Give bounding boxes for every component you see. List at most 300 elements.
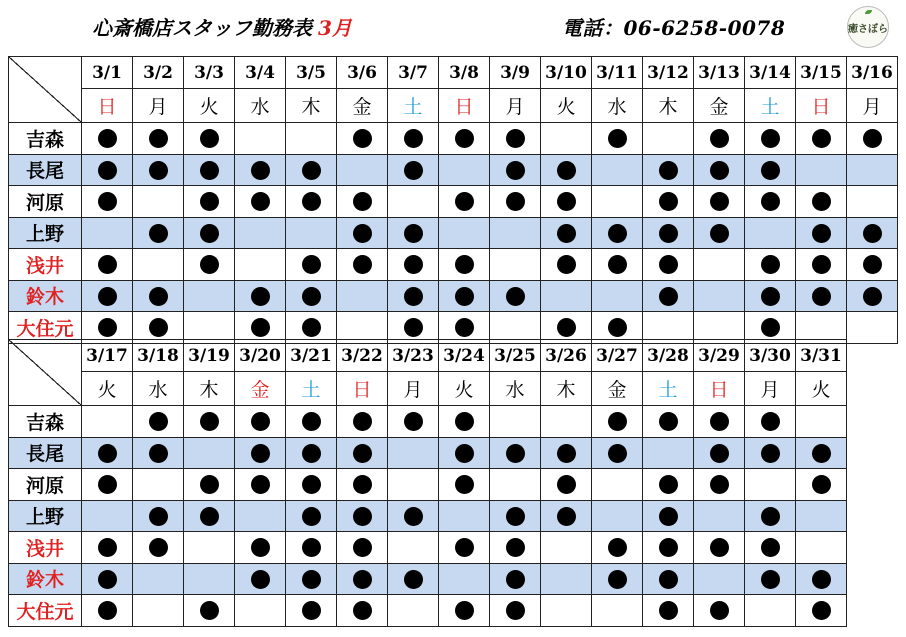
shift-dot-icon bbox=[404, 161, 423, 180]
staff-name: 吉森 bbox=[9, 123, 82, 155]
shift-cell bbox=[541, 469, 592, 501]
shift-dot-icon bbox=[98, 192, 117, 211]
weekday-cell: 日 bbox=[82, 89, 133, 123]
shift-cell bbox=[643, 186, 694, 218]
logo-text: 癒さぼら bbox=[848, 23, 888, 35]
shift-cell bbox=[235, 437, 286, 469]
shift-cell bbox=[541, 532, 592, 564]
shift-dot-icon bbox=[557, 255, 576, 274]
shift-cell bbox=[82, 280, 133, 312]
shift-cell bbox=[133, 563, 184, 595]
shift-cell bbox=[796, 249, 847, 281]
shift-cell bbox=[337, 500, 388, 532]
shift-cell bbox=[388, 123, 439, 155]
shift-cell bbox=[439, 249, 490, 281]
shift-cell bbox=[847, 280, 898, 312]
shift-cell bbox=[388, 249, 439, 281]
shift-cell bbox=[694, 563, 745, 595]
shift-cell bbox=[847, 249, 898, 281]
shift-dot-icon bbox=[353, 601, 372, 620]
shift-cell bbox=[133, 217, 184, 249]
shift-cell bbox=[847, 312, 898, 344]
shift-cell bbox=[337, 406, 388, 438]
shift-cell bbox=[490, 186, 541, 218]
shift-cell bbox=[796, 500, 847, 532]
shift-cell bbox=[439, 469, 490, 501]
shift-cell bbox=[490, 406, 541, 438]
shift-cell bbox=[490, 500, 541, 532]
staff-name: 鈴木 bbox=[9, 280, 82, 312]
shift-cell bbox=[439, 186, 490, 218]
shift-cell bbox=[235, 595, 286, 627]
shift-cell bbox=[796, 406, 847, 438]
weekday-cell: 日 bbox=[337, 372, 388, 406]
shift-cell bbox=[286, 406, 337, 438]
shift-cell bbox=[541, 595, 592, 627]
date-cell: 3/24 bbox=[439, 340, 490, 372]
shift-dot-icon bbox=[506, 192, 525, 211]
date-cell: 3/27 bbox=[592, 340, 643, 372]
shift-cell bbox=[745, 280, 796, 312]
shift-cell bbox=[337, 469, 388, 501]
date-cell: 3/19 bbox=[184, 340, 235, 372]
shift-cell bbox=[184, 154, 235, 186]
shift-cell bbox=[796, 469, 847, 501]
shift-cell bbox=[235, 280, 286, 312]
shift-dot-icon bbox=[863, 224, 882, 243]
shift-dot-icon bbox=[98, 444, 117, 463]
shift-dot-icon bbox=[251, 318, 270, 337]
shift-cell bbox=[694, 249, 745, 281]
shift-cell bbox=[388, 595, 439, 627]
shift-cell bbox=[82, 249, 133, 281]
staff-name: 吉森 bbox=[9, 406, 82, 438]
shift-dot-icon bbox=[353, 538, 372, 557]
shift-cell bbox=[592, 186, 643, 218]
shift-dot-icon bbox=[659, 601, 678, 620]
shift-cell bbox=[337, 595, 388, 627]
shift-dot-icon bbox=[659, 224, 678, 243]
shift-cell bbox=[694, 217, 745, 249]
shift-cell bbox=[133, 249, 184, 281]
shift-dot-icon bbox=[812, 601, 831, 620]
shift-dot-icon bbox=[98, 161, 117, 180]
shift-dot-icon bbox=[149, 287, 168, 306]
leaf-icon bbox=[865, 10, 872, 14]
shift-cell bbox=[388, 500, 439, 532]
shift-cell bbox=[541, 186, 592, 218]
shift-dot-icon bbox=[761, 161, 780, 180]
shift-dot-icon bbox=[455, 601, 474, 620]
shift-dot-icon bbox=[404, 224, 423, 243]
weekday-cell: 火 bbox=[541, 89, 592, 123]
shift-cell bbox=[745, 217, 796, 249]
shift-dot-icon bbox=[455, 538, 474, 557]
shift-dot-icon bbox=[608, 224, 627, 243]
shift-dot-icon bbox=[404, 318, 423, 337]
shift-dot-icon bbox=[659, 287, 678, 306]
shift-dot-icon bbox=[761, 192, 780, 211]
date-header-row bbox=[9, 340, 847, 372]
shift-cell bbox=[337, 563, 388, 595]
shift-cell bbox=[82, 217, 133, 249]
weekday-cell: 土 bbox=[286, 372, 337, 406]
shift-dot-icon bbox=[98, 255, 117, 274]
shift-cell bbox=[643, 154, 694, 186]
shift-cell bbox=[133, 437, 184, 469]
shift-cell bbox=[745, 500, 796, 532]
shift-dot-icon bbox=[659, 161, 678, 180]
shift-dot-icon bbox=[506, 507, 525, 526]
shift-dot-icon bbox=[659, 538, 678, 557]
shift-dot-icon bbox=[200, 255, 219, 274]
shift-cell bbox=[592, 154, 643, 186]
shift-cell bbox=[643, 280, 694, 312]
shift-cell bbox=[643, 217, 694, 249]
shift-dot-icon bbox=[302, 318, 321, 337]
date-cell: 3/11 bbox=[592, 57, 643, 89]
shift-dot-icon bbox=[812, 287, 831, 306]
date-header-row bbox=[9, 57, 898, 89]
shift-cell bbox=[337, 217, 388, 249]
shift-cell bbox=[439, 437, 490, 469]
shift-cell bbox=[439, 406, 490, 438]
shift-dot-icon bbox=[506, 161, 525, 180]
date-cell: 3/22 bbox=[337, 340, 388, 372]
shift-cell bbox=[286, 186, 337, 218]
shift-cell bbox=[82, 437, 133, 469]
weekday-cell: 火 bbox=[184, 89, 235, 123]
shift-dot-icon bbox=[302, 601, 321, 620]
shift-cell bbox=[82, 532, 133, 564]
date-cell: 3/14 bbox=[745, 57, 796, 89]
shift-dot-icon bbox=[353, 192, 372, 211]
shift-cell bbox=[235, 249, 286, 281]
shift-cell bbox=[184, 280, 235, 312]
shift-cell bbox=[388, 563, 439, 595]
weekday-cell: 土 bbox=[745, 89, 796, 123]
shift-cell bbox=[541, 563, 592, 595]
staff-name: 河原 bbox=[9, 469, 82, 501]
shift-cell bbox=[745, 469, 796, 501]
shift-dot-icon bbox=[812, 475, 831, 494]
shift-dot-icon bbox=[404, 412, 423, 431]
shift-dot-icon bbox=[659, 570, 678, 589]
shift-dot-icon bbox=[251, 287, 270, 306]
staff-name: 上野 bbox=[9, 500, 82, 532]
shift-dot-icon bbox=[608, 318, 627, 337]
date-cell: 3/30 bbox=[745, 340, 796, 372]
shift-cell bbox=[694, 595, 745, 627]
shift-cell bbox=[337, 437, 388, 469]
phone-number: 電話：06-6258-0078 bbox=[562, 16, 786, 40]
shift-dot-icon bbox=[98, 287, 117, 306]
shift-cell bbox=[439, 563, 490, 595]
shift-dot-icon bbox=[455, 255, 474, 274]
shift-cell bbox=[184, 500, 235, 532]
shift-dot-icon bbox=[455, 444, 474, 463]
shift-dot-icon bbox=[608, 129, 627, 148]
shift-dot-icon bbox=[353, 255, 372, 274]
staff-row bbox=[9, 595, 847, 627]
shift-dot-icon bbox=[557, 444, 576, 463]
shift-cell bbox=[235, 469, 286, 501]
shift-dot-icon bbox=[200, 507, 219, 526]
shift-cell bbox=[745, 186, 796, 218]
staff-row bbox=[9, 406, 847, 438]
date-cell: 3/13 bbox=[694, 57, 745, 89]
shift-cell bbox=[388, 406, 439, 438]
shift-dot-icon bbox=[506, 129, 525, 148]
shift-dot-icon bbox=[149, 224, 168, 243]
weekday-cell: 水 bbox=[133, 372, 184, 406]
shift-cell bbox=[694, 437, 745, 469]
shift-dot-icon bbox=[659, 475, 678, 494]
shift-cell bbox=[694, 500, 745, 532]
shift-dot-icon bbox=[149, 507, 168, 526]
shift-dot-icon bbox=[557, 475, 576, 494]
shift-cell bbox=[235, 123, 286, 155]
shift-cell bbox=[643, 595, 694, 627]
shift-dot-icon bbox=[557, 224, 576, 243]
shift-cell bbox=[694, 186, 745, 218]
shift-dot-icon bbox=[863, 129, 882, 148]
shift-cell bbox=[796, 123, 847, 155]
shift-dot-icon bbox=[812, 192, 831, 211]
date-cell: 3/31 bbox=[796, 340, 847, 372]
shift-cell bbox=[286, 123, 337, 155]
shift-dot-icon bbox=[455, 192, 474, 211]
shift-dot-icon bbox=[812, 129, 831, 148]
shop-logo bbox=[847, 6, 889, 48]
shift-cell bbox=[592, 469, 643, 501]
shift-dot-icon bbox=[710, 444, 729, 463]
shift-cell bbox=[592, 249, 643, 281]
shift-cell bbox=[592, 280, 643, 312]
shift-dot-icon bbox=[302, 475, 321, 494]
shift-dot-icon bbox=[302, 192, 321, 211]
shift-cell bbox=[541, 217, 592, 249]
shift-cell bbox=[643, 532, 694, 564]
shift-cell bbox=[286, 500, 337, 532]
shift-cell bbox=[745, 123, 796, 155]
shift-cell bbox=[133, 406, 184, 438]
shift-dot-icon bbox=[98, 129, 117, 148]
shift-dot-icon bbox=[608, 570, 627, 589]
weekday-cell: 木 bbox=[541, 372, 592, 406]
shift-cell bbox=[796, 280, 847, 312]
shift-cell bbox=[337, 123, 388, 155]
shift-cell bbox=[82, 154, 133, 186]
shift-dot-icon bbox=[98, 601, 117, 620]
shift-dot-icon bbox=[302, 255, 321, 274]
shift-cell bbox=[592, 217, 643, 249]
shift-cell bbox=[184, 249, 235, 281]
date-cell: 3/18 bbox=[133, 340, 184, 372]
shift-dot-icon bbox=[455, 412, 474, 431]
shift-cell bbox=[286, 280, 337, 312]
shift-dot-icon bbox=[200, 412, 219, 431]
shift-cell bbox=[133, 280, 184, 312]
shift-cell bbox=[82, 469, 133, 501]
corner-cell bbox=[9, 340, 82, 406]
staff-row bbox=[9, 249, 898, 281]
weekday-cell: 火 bbox=[796, 372, 847, 406]
shift-cell bbox=[286, 249, 337, 281]
shift-cell bbox=[235, 500, 286, 532]
date-cell: 3/1 bbox=[82, 57, 133, 89]
shift-cell bbox=[643, 123, 694, 155]
shift-dot-icon bbox=[506, 570, 525, 589]
shift-cell bbox=[592, 406, 643, 438]
staff-row bbox=[9, 186, 898, 218]
date-cell: 3/4 bbox=[235, 57, 286, 89]
shift-cell bbox=[541, 437, 592, 469]
shift-dot-icon bbox=[761, 287, 780, 306]
shift-cell bbox=[592, 123, 643, 155]
shift-cell bbox=[745, 154, 796, 186]
shift-cell bbox=[388, 469, 439, 501]
shift-cell bbox=[745, 532, 796, 564]
shift-dot-icon bbox=[659, 255, 678, 274]
shift-dot-icon bbox=[98, 538, 117, 557]
date-cell: 3/10 bbox=[541, 57, 592, 89]
shift-dot-icon bbox=[608, 255, 627, 274]
shift-dot-icon bbox=[251, 538, 270, 557]
shift-dot-icon bbox=[608, 538, 627, 557]
staff-name: 浅井 bbox=[9, 532, 82, 564]
shift-dot-icon bbox=[506, 287, 525, 306]
shift-cell bbox=[694, 280, 745, 312]
shift-dot-icon bbox=[761, 255, 780, 274]
weekday-cell: 日 bbox=[796, 89, 847, 123]
shift-cell bbox=[439, 500, 490, 532]
shift-dot-icon bbox=[659, 192, 678, 211]
schedule-table-second-half bbox=[8, 339, 847, 627]
shift-cell bbox=[694, 123, 745, 155]
shift-dot-icon bbox=[149, 412, 168, 431]
shift-cell bbox=[133, 595, 184, 627]
shift-cell bbox=[796, 563, 847, 595]
shift-cell bbox=[388, 532, 439, 564]
shift-cell bbox=[490, 595, 541, 627]
shift-cell bbox=[82, 123, 133, 155]
shift-dot-icon bbox=[404, 129, 423, 148]
shift-cell bbox=[184, 437, 235, 469]
date-cell: 3/5 bbox=[286, 57, 337, 89]
shift-cell bbox=[235, 563, 286, 595]
shift-dot-icon bbox=[251, 444, 270, 463]
shift-dot-icon bbox=[200, 129, 219, 148]
shift-cell bbox=[388, 186, 439, 218]
shift-cell bbox=[82, 563, 133, 595]
weekday-cell: 日 bbox=[694, 372, 745, 406]
shift-dot-icon bbox=[761, 570, 780, 589]
shift-dot-icon bbox=[506, 538, 525, 557]
date-cell: 3/3 bbox=[184, 57, 235, 89]
staff-name: 大住元 bbox=[9, 595, 82, 627]
shift-cell bbox=[541, 406, 592, 438]
title-month: 3月 bbox=[318, 16, 352, 40]
staff-name: 鈴木 bbox=[9, 563, 82, 595]
shift-cell bbox=[286, 469, 337, 501]
shift-cell bbox=[235, 406, 286, 438]
shift-dot-icon bbox=[455, 318, 474, 337]
shift-dot-icon bbox=[302, 161, 321, 180]
title-text: 心斎橋店スタッフ勤務表 bbox=[92, 16, 312, 40]
shift-cell bbox=[337, 249, 388, 281]
shift-cell bbox=[694, 406, 745, 438]
date-cell: 3/8 bbox=[439, 57, 490, 89]
shift-cell bbox=[541, 154, 592, 186]
shift-dot-icon bbox=[710, 412, 729, 431]
date-cell: 3/17 bbox=[82, 340, 133, 372]
shift-dot-icon bbox=[455, 475, 474, 494]
shift-cell bbox=[490, 123, 541, 155]
shift-dot-icon bbox=[557, 161, 576, 180]
shift-cell bbox=[490, 249, 541, 281]
shift-dot-icon bbox=[506, 601, 525, 620]
shift-cell bbox=[796, 595, 847, 627]
shift-cell bbox=[643, 500, 694, 532]
shift-cell bbox=[643, 249, 694, 281]
shift-cell bbox=[286, 532, 337, 564]
shift-dot-icon bbox=[98, 318, 117, 337]
shift-dot-icon bbox=[200, 475, 219, 494]
shift-cell bbox=[643, 469, 694, 501]
staff-name: 長尾 bbox=[9, 154, 82, 186]
shift-cell bbox=[337, 280, 388, 312]
shift-dot-icon bbox=[404, 570, 423, 589]
shift-cell bbox=[541, 123, 592, 155]
shift-cell bbox=[184, 217, 235, 249]
date-cell: 3/29 bbox=[694, 340, 745, 372]
shift-cell bbox=[796, 186, 847, 218]
shift-dot-icon bbox=[200, 224, 219, 243]
shift-dot-icon bbox=[608, 412, 627, 431]
staff-name: 長尾 bbox=[9, 437, 82, 469]
weekday-cell: 火 bbox=[82, 372, 133, 406]
shift-dot-icon bbox=[812, 444, 831, 463]
shift-cell bbox=[592, 437, 643, 469]
shift-dot-icon bbox=[863, 287, 882, 306]
shift-dot-icon bbox=[659, 507, 678, 526]
shift-cell bbox=[847, 123, 898, 155]
shift-dot-icon bbox=[710, 538, 729, 557]
shift-cell bbox=[439, 217, 490, 249]
weekday-cell: 月 bbox=[133, 89, 184, 123]
shift-cell bbox=[286, 437, 337, 469]
date-cell: 3/28 bbox=[643, 340, 694, 372]
shift-cell bbox=[796, 154, 847, 186]
shift-cell bbox=[490, 154, 541, 186]
shift-cell bbox=[439, 280, 490, 312]
staff-row bbox=[9, 123, 898, 155]
shift-cell bbox=[490, 532, 541, 564]
shift-cell bbox=[82, 406, 133, 438]
shift-dot-icon bbox=[710, 192, 729, 211]
shift-cell bbox=[235, 217, 286, 249]
shift-dot-icon bbox=[761, 444, 780, 463]
shift-cell bbox=[133, 469, 184, 501]
shift-cell bbox=[337, 154, 388, 186]
staff-row bbox=[9, 469, 847, 501]
weekday-cell: 月 bbox=[847, 89, 898, 123]
staff-name: 河原 bbox=[9, 186, 82, 218]
shift-cell bbox=[643, 406, 694, 438]
staff-row bbox=[9, 217, 898, 249]
shift-cell bbox=[337, 186, 388, 218]
